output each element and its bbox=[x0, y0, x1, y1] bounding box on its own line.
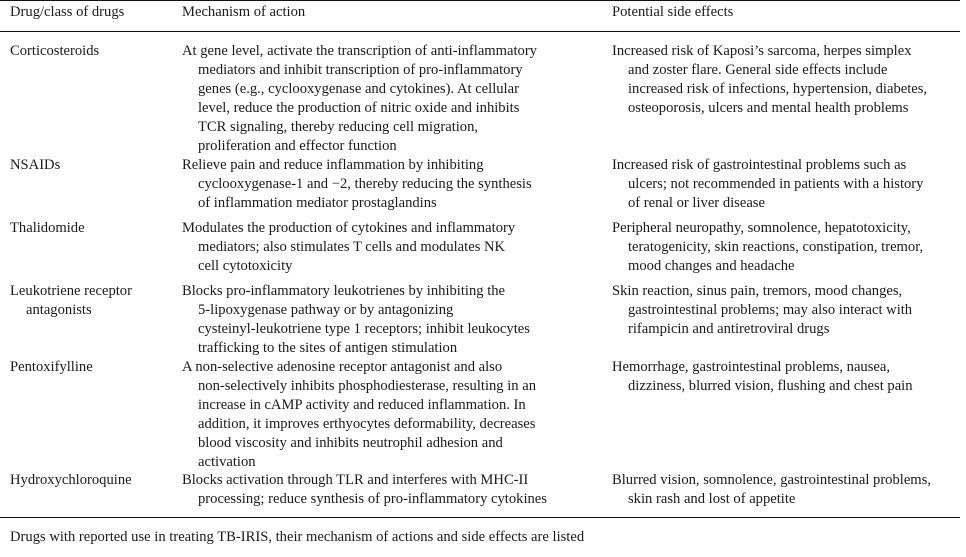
text-line: trafficking to the sites of antigen stimulation bbox=[198, 340, 458, 356]
text-line: Thalidomide bbox=[10, 220, 85, 236]
text-line: Corticosteroids bbox=[10, 43, 100, 59]
mechanism-text bbox=[182, 219, 582, 276]
header-rule bbox=[0, 31, 960, 32]
text-line: cyclooxygenase-1 and −2, thereby reducing the synthesis bbox=[198, 176, 532, 192]
text-line: rifampicin and antiretroviral drugs bbox=[628, 321, 830, 337]
side-effects-text bbox=[612, 282, 957, 339]
text-line: Hemorrhage, gastrointestinal problems, nausea, bbox=[612, 359, 891, 375]
text-line: dizziness, blurred vision, flushing and chest pain bbox=[628, 378, 913, 394]
drug-name bbox=[10, 358, 170, 377]
text-line: blood viscosity and inhibits neutrophil adhesion and bbox=[198, 435, 503, 451]
text-line: Pentoxifylline bbox=[10, 359, 93, 375]
table-caption: Drugs with reported use in treating TB-IRIS, their mechanism of actions and side effects are listed bbox=[10, 529, 585, 545]
text-line: activation bbox=[198, 454, 256, 470]
text-line: of inflammation mediator prostaglandins bbox=[198, 195, 437, 211]
text-line: cell cytotoxicity bbox=[198, 258, 293, 274]
text-line: 5-lipoxygenase pathway or by antagonizing bbox=[198, 302, 454, 318]
text-line: Increased risk of gastrointestinal problems such as bbox=[612, 157, 907, 173]
text-line: Increased risk of Kaposi’s sarcoma, herpes simplex bbox=[612, 43, 912, 59]
drug-name bbox=[10, 471, 170, 490]
header-side-effects: Potential side effects bbox=[612, 4, 734, 20]
text-line: Hydroxychloroquine bbox=[10, 472, 132, 488]
mechanism-text bbox=[182, 471, 582, 509]
text-line: Blocks activation through TLR and interferes with MHC-II bbox=[182, 472, 529, 488]
text-line: level, reduce the production of nitric oxide and inhibits bbox=[198, 100, 520, 116]
text-line: addition, it improves erthyocytes deformability, decreases bbox=[198, 416, 536, 432]
mechanism-text bbox=[182, 358, 582, 472]
mechanism-text bbox=[182, 282, 582, 358]
text-line: proliferation and effector function bbox=[198, 138, 397, 154]
text-line: Blocks pro-inflammatory leukotrienes by inhibiting the bbox=[182, 283, 506, 299]
side-effects-text bbox=[612, 471, 957, 509]
drug-name bbox=[10, 282, 170, 320]
text-line: Blurred vision, somnolence, gastrointestinal problems, bbox=[612, 472, 931, 488]
text-line: At gene level, activate the transcription of anti-inflammatory bbox=[182, 43, 537, 59]
text-line: Modulates the production of cytokines and inflammatory bbox=[182, 220, 516, 236]
side-effects-text bbox=[612, 219, 957, 276]
drug-name bbox=[10, 156, 170, 175]
text-line: processing; reduce synthesis of pro-inflammatory cytokines bbox=[198, 491, 547, 507]
text-line: genes (e.g., cyclooxygenase and cytokines). At cellular bbox=[198, 81, 519, 97]
text-line: Skin reaction, sinus pain, tremors, mood changes, bbox=[612, 283, 903, 299]
text-line: Leukotriene receptor bbox=[10, 283, 132, 299]
table-bottom-rule bbox=[0, 517, 960, 518]
text-line: and zoster flare. General side effects include bbox=[628, 62, 888, 78]
text-line: NSAIDs bbox=[10, 157, 61, 173]
header-drug: Drug/class of drugs bbox=[10, 4, 125, 20]
text-line: osteoporosis, ulcers and mental health problems bbox=[628, 100, 909, 116]
text-line: TCR signaling, thereby reducing cell migration, bbox=[198, 119, 479, 135]
text-line: A non-selective adenosine receptor antagonist and also bbox=[182, 359, 503, 375]
text-line: Relieve pain and reduce inflammation by inhibiting bbox=[182, 157, 484, 173]
text-line: mood changes and headache bbox=[628, 258, 795, 274]
text-line: antagonists bbox=[26, 302, 92, 318]
text-line: ulcers; not recommended in patients with a history bbox=[628, 176, 924, 192]
mechanism-text bbox=[182, 42, 582, 156]
side-effects-text bbox=[612, 42, 957, 118]
text-line: gastrointestinal problems; may also interact with bbox=[628, 302, 913, 318]
text-line: increased risk of infections, hypertension, diabetes, bbox=[628, 81, 928, 97]
text-line: increase in cAMP activity and reduced inflammation. In bbox=[198, 397, 526, 413]
table-top-rule bbox=[0, 0, 960, 1]
text-line: Peripheral neuropathy, somnolence, hepatotoxicity, bbox=[612, 220, 911, 236]
text-line: of renal or liver disease bbox=[628, 195, 765, 211]
text-line: non-selectively inhibits phosphodiesterase, resulting in an bbox=[198, 378, 537, 394]
text-line: mediators and inhibit transcription of pro-inflammatory bbox=[198, 62, 523, 78]
side-effects-text bbox=[612, 358, 957, 396]
drug-name bbox=[10, 42, 170, 61]
text-line: teratogenicity, skin reactions, constipation, tremor, bbox=[628, 239, 924, 255]
drug-name bbox=[10, 219, 170, 238]
mechanism-text bbox=[182, 156, 582, 213]
side-effects-text bbox=[612, 156, 957, 213]
text-line: cysteinyl-leukotriene type 1 receptors; inhibit leukocytes bbox=[198, 321, 530, 337]
text-line: mediators; also stimulates T cells and modulates NK bbox=[198, 239, 506, 255]
header-mechanism: Mechanism of action bbox=[182, 4, 306, 20]
text-line: skin rash and lost of appetite bbox=[628, 491, 796, 507]
